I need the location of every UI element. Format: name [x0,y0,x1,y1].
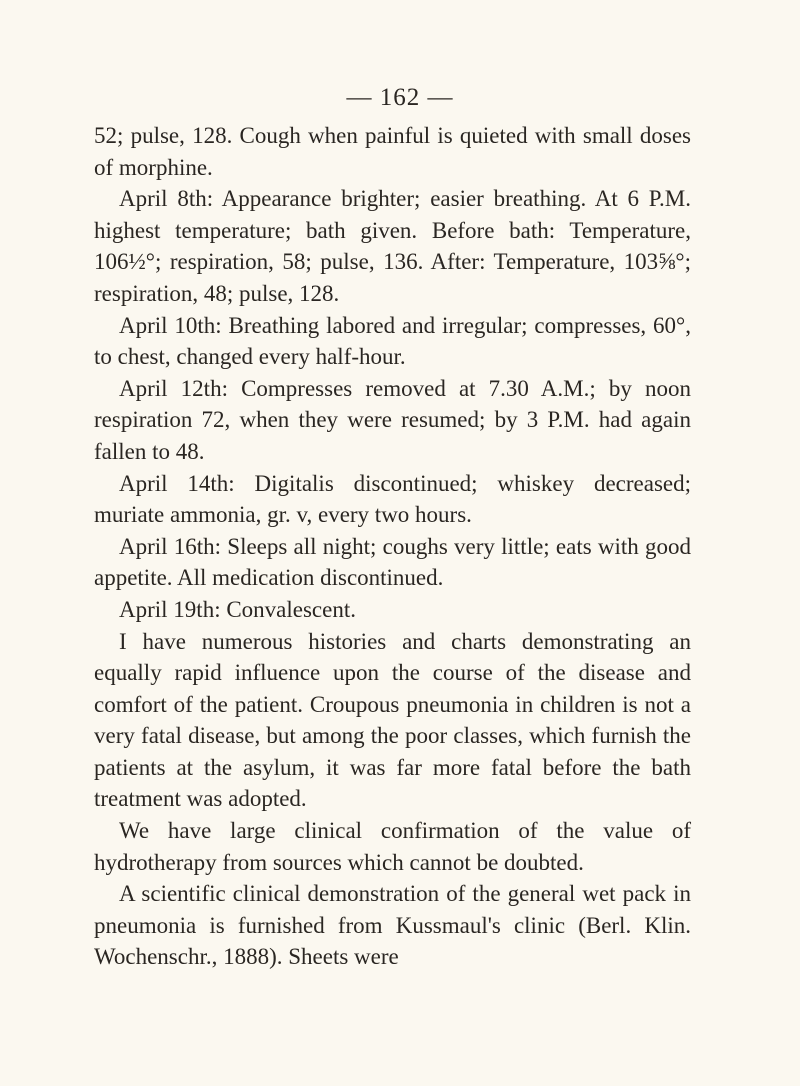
paragraph-april-16: April 16th: Sleeps all night; coughs very little; eats with good appetite. All medication discontinued. [94,533,691,591]
body-text [94,120,691,973]
paragraph-april-10: April 10th: Breathing labored and irregular; compresses, 60°, to chest, changed every half-hour. [94,312,691,370]
paragraph-histories: I have numerous histories and charts demonstrating an equally rapid influence upon the course of the disease and comfort of the patient. Croupous pneumonia in children is not a very fatal disease, but among the poor classes, which furnish the patients at the asylum, it was far more fatal before the bath treatment was adopted. [94,628,691,812]
paragraph-april-12: April 12th: Compresses removed at 7.30 A.M.; by noon respiration 72, when they were resumed; by 3 P.M. had again fallen to 48. [94,375,691,464]
paragraph-april-19: April 19th: Convalescent. [119,596,356,622]
paragraph-continuation: 52; pulse, 128. Cough when painful is quieted with small doses of morphine. [94,123,691,180]
paragraph-kussmaul: A scientific clinical demonstration of the general wet pack in pneumonia is furnished from Kussmaul's clinic (Berl. Klin. Wochenschr., 1888). Sheets were [94,881,691,970]
page-number: — 162 — [346,84,454,111]
paragraph-hydrotherapy: We have large clinical confirmation of the value of hydrotherapy from sources which cannot be doubted. [94,818,691,875]
paragraph-april-8: April 8th: Appearance brighter; easier breathing. At 6 P.M. highest temperature; bath given. Before bath: Temperature, 106½°; respiration, 58; pulse, 136. After: Temperature, 103⅝°; respiration, 48; pulse, 128. [94,186,691,306]
paragraph-april-14: April 14th: Digitalis discontinued; whiskey decreased; muriate ammonia, gr. v, every two hours. [94,470,691,528]
